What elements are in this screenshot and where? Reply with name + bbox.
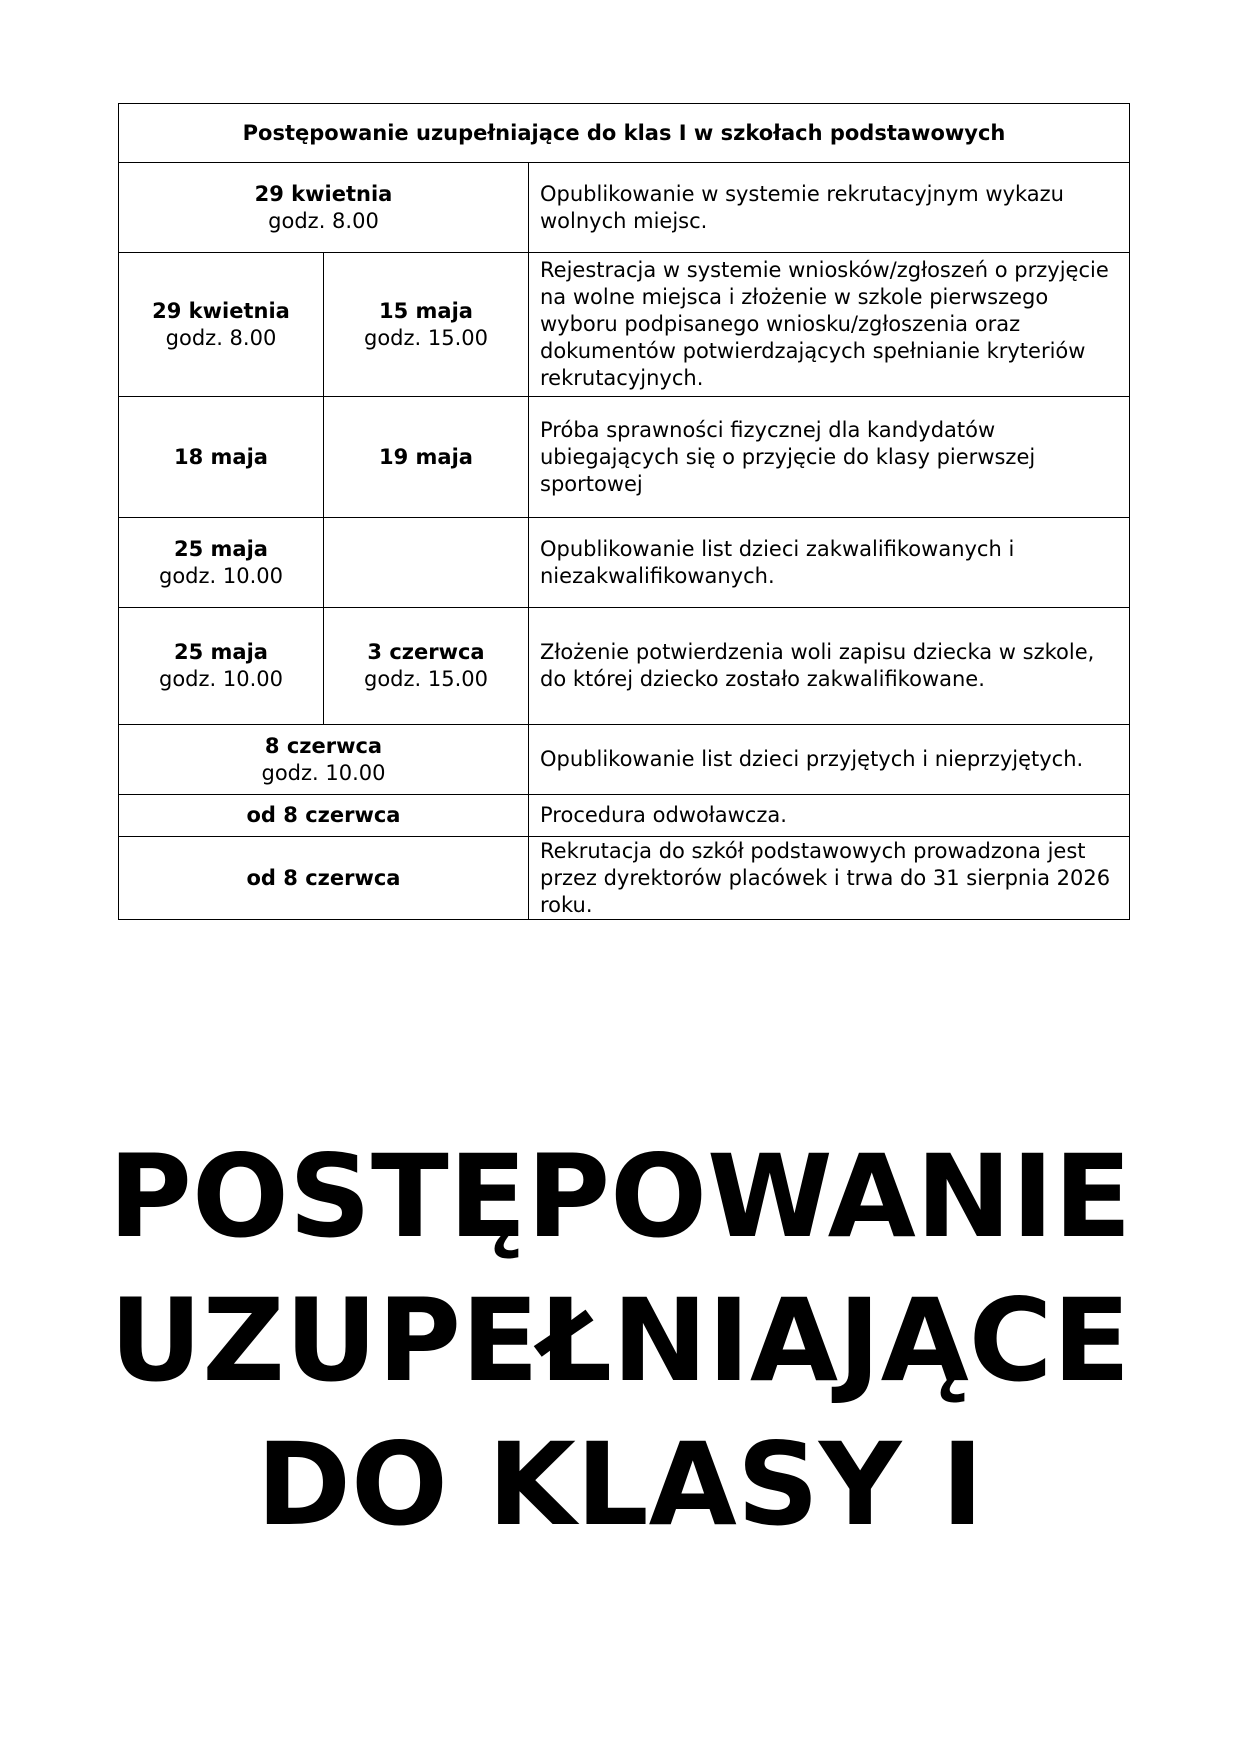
table-row	[119, 795, 1130, 837]
start-date: 18 maja	[174, 444, 268, 469]
start-date-cell	[119, 608, 324, 725]
description-cell: Złożenie potwierdzenia woli zapisu dziecka w szkole, do której dziecko zostało zakwalifikowane.	[529, 608, 1130, 725]
start-date: od 8 czerwca	[246, 865, 401, 890]
description-cell: Opublikowanie list dzieci zakwalifikowanych i niezakwalifikowanych.	[529, 518, 1130, 608]
start-date: 25 maja	[174, 536, 268, 561]
start-date-cell	[119, 518, 324, 608]
end-date: 19 maja	[379, 444, 473, 469]
date-cell	[119, 163, 529, 253]
headline-line-2: UZUPEŁNIAJĄCE	[109, 1274, 1131, 1407]
start-time: godz. 8.00	[268, 208, 379, 233]
start-date: 29 kwietnia	[254, 181, 393, 206]
end-date: 3 czerwca	[367, 640, 485, 664]
headline-line-1: POSTĘPOWANIE	[108, 1130, 1132, 1263]
end-date-cell	[324, 608, 529, 725]
headline	[0, 1125, 1240, 1557]
date-cell	[119, 837, 529, 920]
table-row	[119, 837, 1130, 920]
start-date: od 8 czerwca	[246, 803, 401, 827]
table-header-row	[119, 104, 1130, 163]
description-cell: Rekrutacja do szkół podstawowych prowadzona jest przez dyrektorów placówek i trwa do 31 sierpnia 2026 roku.	[529, 837, 1130, 920]
date-cell	[119, 795, 529, 837]
start-date-cell	[119, 253, 324, 397]
table-row	[119, 608, 1130, 725]
description-cell: Opublikowanie w systemie rekrutacyjnym wykazu wolnych miejsc.	[529, 163, 1130, 253]
end-date-cell	[324, 397, 529, 518]
description-cell: Procedura odwoławcza.	[529, 795, 1130, 837]
headline-line-3: DO KLASY I	[256, 1418, 984, 1551]
end-date-cell-empty	[324, 518, 529, 608]
start-date: 25 maja	[174, 640, 268, 664]
table-title: Postępowanie uzupełniające do klas I w szkołach podstawowych	[119, 104, 1130, 163]
schedule-table	[118, 103, 1130, 920]
start-time: godz. 10.00	[261, 760, 386, 785]
date-cell	[119, 725, 529, 795]
table-row	[119, 518, 1130, 608]
table-row	[119, 725, 1130, 795]
start-date: 8 czerwca	[264, 733, 383, 758]
start-time: godz. 8.00	[165, 325, 277, 350]
end-time: godz. 15.00	[363, 325, 488, 350]
description-cell: Próba sprawności fizycznej dla kandydatów ubiegających się o przyjęcie do klasy pierwszej sportowej	[529, 397, 1130, 518]
end-date: 15 maja	[379, 298, 473, 323]
start-date: 29 kwietnia	[152, 298, 290, 323]
end-time: godz. 15.00	[363, 667, 488, 691]
start-time: godz. 10.00	[158, 563, 283, 588]
table-row	[119, 397, 1130, 518]
end-date-cell	[324, 253, 529, 397]
description-cell: Opublikowanie list dzieci przyjętych i nieprzyjętych.	[529, 725, 1130, 795]
description-cell: Rejestracja w systemie wniosków/zgłoszeń o przyjęcie na wolne miejsca i złożenie w szkole pierwszego wyboru podpisanego wniosku/zgłoszenia oraz dokumentów potwierdzających spełnianie kryteriów rekrutacyjnych.	[529, 253, 1130, 397]
start-date-cell	[119, 397, 324, 518]
table-row	[119, 163, 1130, 253]
table-row	[119, 253, 1130, 397]
start-time: godz. 10.00	[158, 667, 283, 691]
